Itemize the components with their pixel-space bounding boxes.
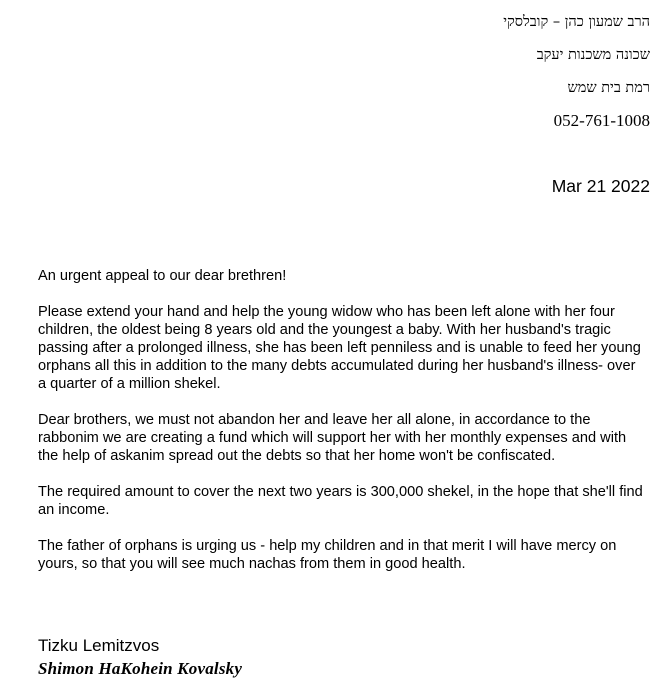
letter-greeting: An urgent appeal to our dear brethren! <box>38 268 287 284</box>
letterhead-neighborhood: שכונה משכנות יעקב <box>536 47 650 63</box>
letterhead-city: רמת בית שמש <box>567 80 650 96</box>
letter-date: Mar 21 2022 <box>551 176 650 196</box>
letter-paragraph: The father of orphans is urging us - help my children and in that merit I will have mercy on yours, so that you will see much nachas from them in good health. <box>38 538 617 572</box>
letter-body <box>38 267 644 591</box>
letterhead <box>503 6 650 137</box>
letter-signature: Shimon HaKohein Kovalsky <box>38 659 243 678</box>
letter-paragraph: Dear brothers, we must not abandon her and leave her all alone, in accordance to the rabbonim we are creating a fund which will support her with her monthly expenses and with the help of askanim spread out the debts so that her home won't be confiscated. <box>38 412 627 464</box>
letter-paragraph: Please extend your hand and help the young widow who has been left alone with her four children, the oldest being 8 years old and the youngest a baby. With her husband's tragic passing after a prolonged illness, she has been left penniless and is unable to feed her young orphans all this in addition to the many debts accumulated during her husband's illness- over a quarter of a million shekel. <box>38 304 641 392</box>
letter-closing: Tizku Lemitzvos <box>38 636 160 655</box>
letterhead-phone: 052-761-1008 <box>553 111 650 130</box>
letter-paragraph: The required amount to cover the next two years is 300,000 shekel, in the hope that she'll find an income. <box>38 484 643 518</box>
letterhead-name: הרב שמעון כהן – קובלסקי <box>503 14 650 30</box>
